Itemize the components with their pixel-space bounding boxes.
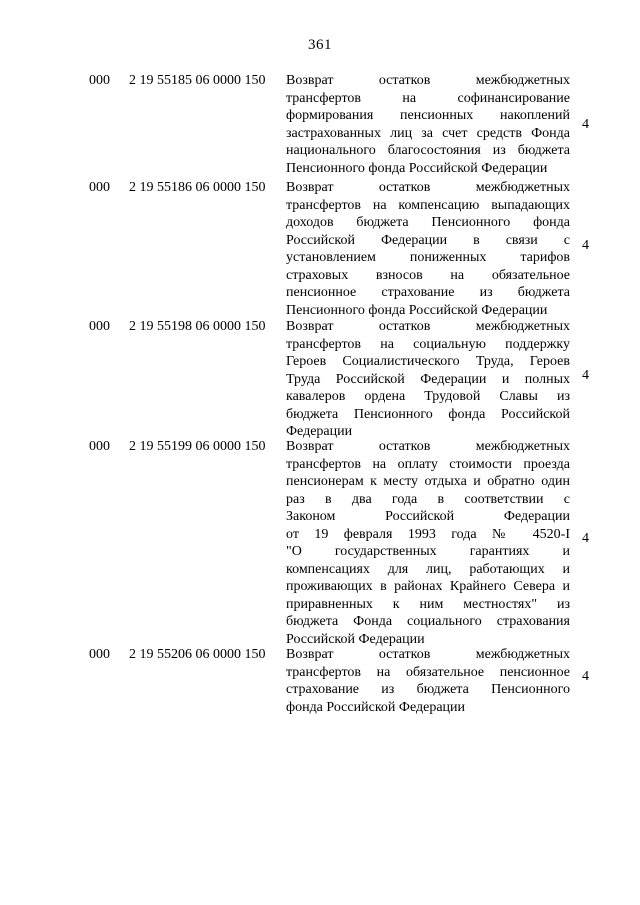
description-line: пенсионерам к месту отдыха и обратно один: [286, 474, 570, 489]
description-line: Героев Социалистического Труда, Героев: [286, 354, 570, 369]
description-line: застрахованных лиц за счет средств Фонда: [286, 125, 570, 141]
description-line: от 19 февраля 1993 года № 4520-I: [286, 526, 570, 542]
description-line: Возврат остатков межбюджетных: [286, 73, 570, 88]
description-line: бюджета Пенсионного фонда Российской: [286, 406, 570, 422]
description-line: Возврат остатков межбюджетных: [286, 439, 570, 454]
description-line: страховых взносов на обязательное: [286, 267, 570, 283]
description-line: Российской Федерации: [286, 631, 425, 647]
budget-classification-code: 2 19 55199 06 0000 150: [129, 439, 266, 454]
description-line: национального благосостояния из бюджета: [286, 143, 570, 158]
income-description: [286, 318, 570, 441]
description-line: Законом Российской Федерации: [286, 509, 570, 524]
description-line: Возврат остатков межбюджетных: [286, 647, 570, 662]
description-line: фонда Российской Федерации: [286, 699, 466, 715]
description-line: формирования пенсионных накоплений: [286, 108, 570, 123]
description-line: трансфертов на социальную поддержку: [286, 336, 570, 352]
description-line: компенсациях для лиц, работающих и: [286, 561, 570, 577]
description-line: раз в два года в соответствии с: [286, 491, 570, 507]
page-number: 361: [308, 37, 332, 53]
amount-value: 4: [582, 669, 589, 684]
description-line: Труда Российской Федерации и полных: [286, 371, 570, 387]
amount-value: 4: [582, 531, 589, 546]
description-line: трансфертов на софинансирование: [286, 90, 570, 106]
description-line: Возврат остатков межбюджетных: [286, 180, 570, 195]
description-line: страхование из бюджета Пенсионного: [286, 682, 570, 697]
description-line: проживающих в районах Крайнего Севера и: [286, 579, 570, 594]
admin-code: 000: [89, 319, 110, 334]
description-line: трансфертов на обязательное пенсионное: [286, 664, 570, 680]
income-description: [286, 438, 570, 648]
admin-code: 000: [89, 73, 110, 88]
income-description: [286, 646, 570, 716]
admin-code: 000: [89, 180, 110, 195]
description-line: кавалеров ордена Трудовой Славы из: [286, 389, 570, 404]
income-description: [286, 179, 570, 319]
admin-code: 000: [89, 647, 110, 662]
description-line: пенсионное страхование из бюджета: [286, 285, 570, 300]
budget-classification-code: 2 19 55198 06 0000 150: [129, 319, 266, 334]
description-line: трансфертов на компенсацию выпадающих: [286, 197, 570, 213]
description-line: установлением пониженных тарифов: [286, 250, 570, 265]
description-line: Федерации: [286, 424, 353, 439]
description-line: бюджета Фонда социального страхования: [286, 614, 570, 629]
description-line: трансфертов на оплату стоимости проезда: [286, 456, 570, 472]
description-line: Пенсионного фонда Российской Федерации: [286, 302, 548, 318]
description-line: Пенсионного фонда Российской Федерации: [286, 160, 548, 176]
budget-classification-code: 2 19 55185 06 0000 150: [129, 73, 266, 88]
amount-value: 4: [582, 117, 589, 132]
description-line: "О государственных гарантиях и: [286, 544, 570, 559]
budget-classification-code: 2 19 55206 06 0000 150: [129, 647, 266, 662]
budget-classification-code: 2 19 55186 06 0000 150: [129, 180, 266, 195]
description-line: Возврат остатков межбюджетных: [286, 319, 570, 334]
description-line: Российской Федерации в связи с: [286, 232, 570, 248]
admin-code: 000: [89, 439, 110, 454]
description-line: доходов бюджета Пенсионного фонда: [286, 215, 570, 230]
amount-value: 4: [582, 238, 589, 253]
description-line: приравненных к ним местностях" из: [286, 596, 570, 612]
income-description: [286, 72, 570, 177]
amount-value: 4: [582, 368, 589, 383]
